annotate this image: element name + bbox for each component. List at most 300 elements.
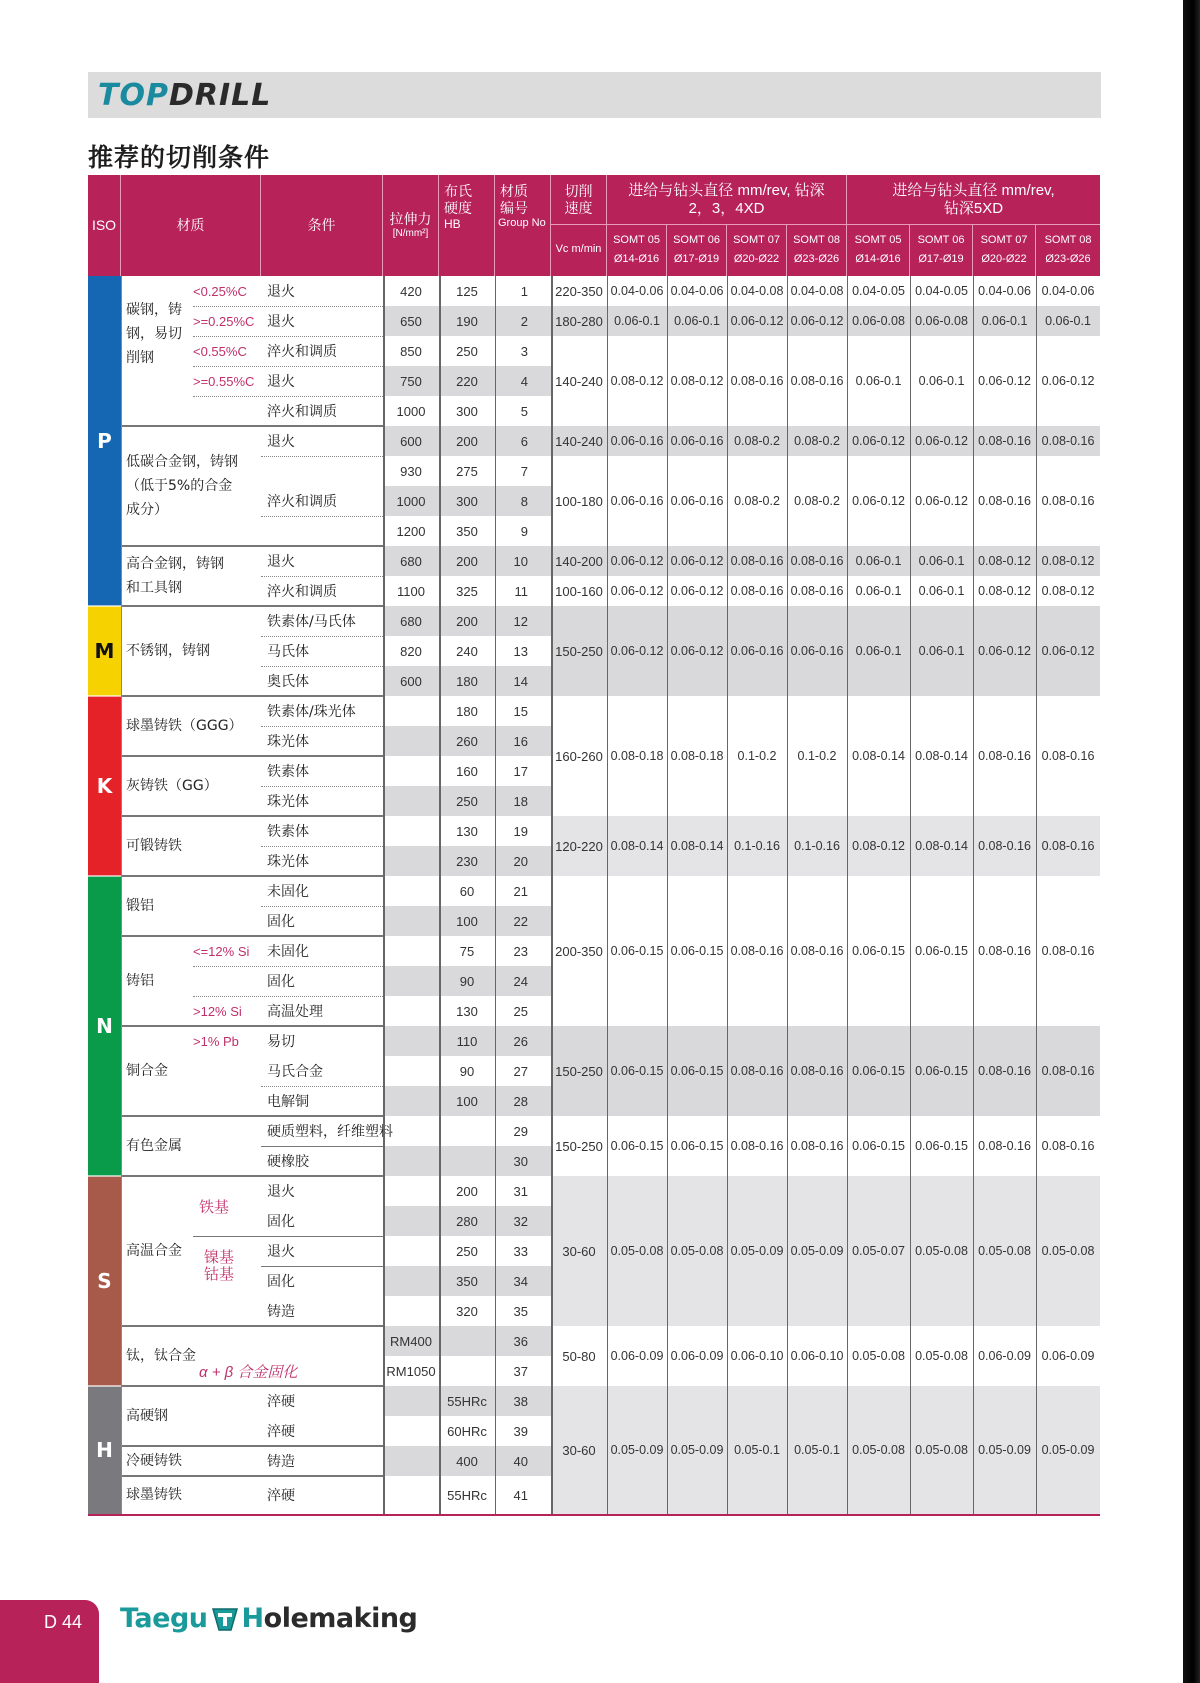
diameter-label: Ø17-Ø19 bbox=[918, 253, 964, 265]
tensile-cell: 1000 bbox=[396, 493, 426, 509]
header-speed-unit: Vc m/min bbox=[551, 224, 607, 276]
material-label: 有色金属 bbox=[126, 1138, 182, 1154]
cutting-speed-value: 150-250 bbox=[555, 1063, 603, 1079]
divider bbox=[193, 1236, 383, 1237]
column-divider bbox=[787, 276, 788, 1514]
tensile-cell bbox=[383, 1146, 439, 1176]
tensile-cell: 680 bbox=[400, 553, 422, 569]
feed-value: 0.06-0.15 bbox=[610, 1064, 664, 1078]
material-sub-label: >1% Pb bbox=[193, 1033, 239, 1049]
feed-value: 0.06-0.1 bbox=[614, 314, 660, 328]
feed-value: 0.08-0.16 bbox=[790, 374, 844, 388]
header-feed-col bbox=[973, 224, 1036, 276]
iso-divider bbox=[88, 1175, 121, 1177]
group-number-cell: 13 bbox=[513, 643, 528, 659]
tensile-cell bbox=[383, 1386, 439, 1416]
diameter-label: Ø20-Ø22 bbox=[733, 253, 780, 265]
tensile-cell: 600 bbox=[400, 433, 422, 449]
feed-value: 0.08-0.12 bbox=[852, 839, 905, 853]
material-label: 锻铝 bbox=[126, 898, 154, 914]
condition-cell: 珠光体 bbox=[267, 794, 309, 810]
dotted-divider bbox=[261, 576, 383, 577]
tensile-cell bbox=[383, 846, 439, 876]
feed-value: 0.08-0.12 bbox=[1041, 554, 1095, 568]
feed-value: 0.06-0.16 bbox=[790, 644, 844, 658]
feed-value: 0.08-0.16 bbox=[790, 1064, 844, 1078]
group-number-cell: 22 bbox=[513, 913, 528, 929]
cutting-speed-value: 150-250 bbox=[555, 1138, 603, 1154]
tensile-cell bbox=[383, 996, 439, 1026]
tensile-cell bbox=[383, 1176, 439, 1206]
feed-value: 0.04-0.08 bbox=[730, 284, 784, 298]
condition-cell: 珠光体 bbox=[267, 734, 309, 750]
condition-cell bbox=[261, 516, 383, 546]
feed-value: 0.08-0.16 bbox=[790, 944, 844, 958]
feed-value: 0.08-0.16 bbox=[730, 584, 784, 598]
feed-value: 0.08-0.16 bbox=[1041, 944, 1095, 958]
feed-value: 0.04-0.05 bbox=[915, 284, 968, 298]
group-number-cell: 4 bbox=[520, 373, 528, 389]
material-sub-label: α + β 合金固化 bbox=[199, 1363, 298, 1381]
material-label: 铸铝 bbox=[126, 973, 154, 989]
diameter-label: Ø14-Ø16 bbox=[855, 253, 901, 265]
condition-cell: 淬火和调质 bbox=[267, 584, 337, 600]
feed-value: 0.06-0.12 bbox=[610, 644, 664, 658]
group-number-cell: 5 bbox=[520, 403, 528, 419]
hardness-cell: 180 bbox=[456, 703, 478, 719]
tensile-cell: 1200 bbox=[396, 523, 426, 539]
tensile-cell: RM400 bbox=[390, 1333, 432, 1349]
dotted-divider bbox=[193, 966, 383, 967]
hardness-cell: 160 bbox=[456, 763, 478, 779]
group-number-cell: 39 bbox=[513, 1423, 528, 1439]
tensile-cell bbox=[383, 696, 439, 726]
feed-value: 0.04-0.06 bbox=[1041, 284, 1095, 298]
feed-value: 0.05-0.09 bbox=[730, 1244, 784, 1258]
cutting-speed-value: 120-220 bbox=[555, 838, 603, 854]
group-number-cell: 33 bbox=[513, 1243, 528, 1259]
header-feed-col bbox=[787, 224, 847, 276]
group-number-cell: 16 bbox=[513, 733, 528, 749]
hardness-cell: 100 bbox=[456, 913, 478, 929]
material-label: 高温合金 bbox=[126, 1243, 182, 1259]
group-number-cell: 28 bbox=[513, 1093, 528, 1109]
dotted-divider bbox=[261, 846, 383, 847]
hardness-cell bbox=[439, 1356, 495, 1386]
cutting-speed-value: 50-80 bbox=[562, 1348, 596, 1364]
feed-value: 0.06-0.12 bbox=[610, 554, 664, 568]
feed-value: 0.08-0.16 bbox=[790, 554, 844, 568]
feed-value: 0.08-0.16 bbox=[978, 1064, 1031, 1078]
brand-header-bar bbox=[88, 72, 1101, 118]
iso-group-k: K bbox=[88, 696, 121, 876]
feed-value: 0.06-0.15 bbox=[670, 1064, 724, 1078]
hardness-cell: 200 bbox=[456, 553, 478, 569]
header-speed: 切削速度 bbox=[551, 175, 607, 224]
column-divider bbox=[607, 276, 608, 1514]
condition-cell: 铁素体 bbox=[267, 824, 309, 840]
group-divider bbox=[121, 1385, 383, 1387]
cutting-speed-value: 100-160 bbox=[555, 583, 603, 599]
hardness-cell: 180 bbox=[456, 673, 478, 689]
material-label: 钛，钛合金 bbox=[126, 1348, 196, 1364]
material-sub-label: <0.25%C bbox=[193, 283, 247, 299]
sub-label-text: 镍基 bbox=[203, 1248, 234, 1266]
feed-value: 0.08-0.12 bbox=[670, 374, 724, 388]
group-divider bbox=[121, 1325, 383, 1327]
feed-value: 0.08-0.16 bbox=[978, 434, 1031, 448]
group-number-cell: 12 bbox=[513, 613, 528, 629]
tensile-cell bbox=[383, 1116, 439, 1146]
feed-value: 0.06-0.1 bbox=[855, 554, 902, 568]
material-sub-label: >12% Si bbox=[193, 1003, 242, 1019]
feed-value: 0.06-0.1 bbox=[918, 554, 965, 568]
material-label: 低碳合金钢，铸钢（低于5%的合金成分） bbox=[126, 454, 238, 518]
tensile-cell: 1000 bbox=[396, 403, 426, 419]
group-divider bbox=[121, 605, 383, 607]
insert-label: SOMT 07 bbox=[733, 234, 780, 247]
feed-value: 0.05-0.09 bbox=[610, 1443, 664, 1457]
tensile-cell bbox=[383, 1296, 439, 1326]
feed-value: 0.08-0.16 bbox=[730, 554, 784, 568]
tensile-cell bbox=[383, 966, 439, 996]
hardness-cell bbox=[439, 1326, 495, 1356]
hardness-cell bbox=[439, 1146, 495, 1176]
feed-value: 0.08-0.2 bbox=[734, 434, 780, 448]
group-number-cell: 14 bbox=[513, 673, 528, 689]
condition-cell: 淬硬 bbox=[267, 1394, 295, 1410]
tensile-cell bbox=[383, 1416, 439, 1446]
column-divider bbox=[383, 276, 385, 1514]
condition-cell: 马氏合金 bbox=[267, 1064, 323, 1080]
dotted-divider bbox=[261, 456, 383, 457]
feed-value: 0.06-0.09 bbox=[670, 1349, 724, 1363]
hardness-cell: 350 bbox=[456, 1273, 478, 1289]
header-group-label: 材质编号 bbox=[500, 183, 528, 216]
tensile-cell: 750 bbox=[400, 373, 422, 389]
feed-value: 0.06-0.09 bbox=[978, 1349, 1031, 1363]
feed-value: 0.08-0.16 bbox=[730, 374, 784, 388]
feed-value: 0.06-0.15 bbox=[915, 944, 968, 958]
dotted-divider bbox=[193, 306, 383, 307]
table-header bbox=[88, 175, 1100, 276]
iso-group-p: P bbox=[88, 276, 121, 606]
group-number-cell: 7 bbox=[520, 463, 528, 479]
group-divider bbox=[121, 545, 383, 547]
divider bbox=[261, 1266, 383, 1267]
insert-label: SOMT 05 bbox=[613, 234, 660, 247]
feed-value: 0.08-0.16 bbox=[1041, 1064, 1095, 1078]
taegu-holemaking-logo bbox=[120, 1603, 417, 1634]
hardness-cell: 110 bbox=[456, 1033, 478, 1049]
header-tensile-unit: [N/mm²] bbox=[392, 227, 429, 239]
tensile-cell: 930 bbox=[400, 463, 422, 479]
insert-label: SOMT 08 bbox=[793, 234, 840, 247]
feed-value: 0.08-0.14 bbox=[610, 839, 664, 853]
condition-cell: 退火 bbox=[267, 314, 295, 330]
feed-value: 0.06-0.15 bbox=[852, 1064, 905, 1078]
tensile-cell bbox=[383, 1446, 439, 1476]
feed-value: 0.06-0.09 bbox=[1041, 1349, 1095, 1363]
condition-cell: 硬质塑料，纤维塑料 bbox=[267, 1124, 393, 1140]
tensile-cell bbox=[383, 1026, 439, 1056]
feed-value: 0.08-0.16 bbox=[730, 944, 784, 958]
dotted-divider bbox=[193, 996, 383, 997]
hardness-cell: 200 bbox=[456, 433, 478, 449]
hardness-cell: 250 bbox=[456, 343, 478, 359]
group-number-cell: 37 bbox=[513, 1363, 528, 1379]
tensile-cell: RM1050 bbox=[386, 1363, 436, 1379]
tensile-cell bbox=[383, 1476, 439, 1514]
feed-value: 0.08-0.2 bbox=[794, 494, 840, 508]
feed-value: 0.06-0.12 bbox=[1041, 644, 1095, 658]
material-label: 可锻铸铁 bbox=[126, 838, 182, 854]
feed-value: 0.06-0.08 bbox=[852, 314, 905, 328]
insert-label: SOMT 07 bbox=[980, 234, 1028, 247]
header-group bbox=[495, 175, 551, 276]
dotted-divider bbox=[261, 786, 383, 787]
feed-value: 0.08-0.16 bbox=[978, 494, 1031, 508]
hardness-cell: 125 bbox=[456, 283, 478, 299]
group-number-cell: 20 bbox=[513, 853, 528, 869]
condition-cell: 珠光体 bbox=[267, 854, 309, 870]
feed-value: 0.06-0.12 bbox=[915, 434, 968, 448]
group-number-cell: 3 bbox=[520, 343, 528, 359]
material-label: 球墨铸铁 bbox=[126, 1487, 182, 1503]
condition-cell: 易切 bbox=[267, 1034, 295, 1050]
group-number-cell: 40 bbox=[513, 1453, 528, 1469]
feed-value: 0.08-0.12 bbox=[1041, 584, 1095, 598]
hardness-cell: 240 bbox=[456, 643, 478, 659]
feed-value: 0.08-0.12 bbox=[978, 554, 1031, 568]
feed-value: 0.06-0.12 bbox=[978, 374, 1031, 388]
diameter-label: Ø14-Ø16 bbox=[613, 253, 660, 265]
condition-cell: 铁素体 bbox=[267, 764, 309, 780]
hardness-cell: 100 bbox=[456, 1093, 478, 1109]
condition-cell: 退火 bbox=[267, 284, 295, 300]
header-feed-col bbox=[727, 224, 787, 276]
condition-cell: 奥氏体 bbox=[267, 674, 309, 690]
feed-value: 0.05-0.08 bbox=[670, 1244, 724, 1258]
feed-value: 0.06-0.12 bbox=[915, 494, 968, 508]
feed-value: 0.08-0.16 bbox=[1041, 434, 1095, 448]
feed-value: 0.06-0.12 bbox=[670, 644, 724, 658]
column-divider bbox=[1036, 276, 1037, 1514]
feed-value: 0.08-0.16 bbox=[978, 839, 1031, 853]
tensile-cell: 680 bbox=[400, 613, 422, 629]
feed-value: 0.08-0.16 bbox=[730, 1064, 784, 1078]
group-number-cell: 25 bbox=[513, 1003, 528, 1019]
group-number-cell: 11 bbox=[514, 583, 528, 599]
hardness-cell: 250 bbox=[456, 1243, 478, 1259]
hardness-cell: 325 bbox=[456, 583, 478, 599]
hardness-cell: 220 bbox=[456, 373, 478, 389]
dotted-divider bbox=[193, 336, 383, 337]
header-material: 材质 bbox=[121, 175, 261, 276]
group-divider bbox=[121, 1475, 383, 1477]
feed-value: 0.08-0.2 bbox=[794, 434, 840, 448]
feed-value: 0.05-0.09 bbox=[1041, 1443, 1095, 1457]
group-number-cell: 38 bbox=[513, 1393, 528, 1409]
feed-value: 0.06-0.12 bbox=[670, 554, 724, 568]
group-number-cell: 15 bbox=[513, 703, 528, 719]
feed-value: 0.06-0.1 bbox=[918, 374, 965, 388]
header-feed-group-2: 进给与钻头直径 mm/rev, 钻深5XD bbox=[892, 181, 1055, 217]
feed-value: 0.06-0.10 bbox=[730, 1349, 784, 1363]
hardness-cell: 75 bbox=[459, 943, 475, 959]
iso-group-m: M bbox=[88, 606, 121, 696]
feed-value: 0.08-0.14 bbox=[670, 839, 724, 853]
group-number-cell: 41 bbox=[513, 1487, 528, 1503]
feed-value: 0.08-0.18 bbox=[610, 749, 664, 763]
tensile-cell bbox=[383, 906, 439, 936]
feed-value: 0.08-0.16 bbox=[1041, 749, 1095, 763]
condition-cell: 铁素体/马氏体 bbox=[267, 614, 356, 630]
condition-cell: 高温处理 bbox=[267, 1004, 323, 1020]
group-divider bbox=[121, 1025, 383, 1027]
feed-value: 0.06-0.1 bbox=[981, 314, 1028, 328]
logo-drill-text: DRILL bbox=[168, 78, 272, 113]
tensile-cell: 600 bbox=[400, 673, 422, 689]
hardness-cell: 250 bbox=[456, 793, 478, 809]
material-label: 球墨铸铁（GGG） bbox=[126, 718, 243, 734]
group-number-cell: 30 bbox=[513, 1153, 528, 1169]
group-number-cell: 19 bbox=[513, 823, 528, 839]
header-iso: ISO bbox=[88, 175, 121, 276]
material-label: 高合金钢，铸钢和工具钢 bbox=[126, 556, 224, 596]
material-sub-label bbox=[199, 1236, 239, 1296]
group-number-cell: 18 bbox=[513, 793, 528, 809]
group-number-cell: 8 bbox=[520, 493, 528, 509]
feed-value: 0.08-0.16 bbox=[790, 1139, 844, 1153]
feed-value: 0.04-0.08 bbox=[790, 284, 844, 298]
feed-value: 0.05-0.08 bbox=[978, 1244, 1031, 1258]
feed-value: 0.05-0.08 bbox=[852, 1349, 905, 1363]
tensile-cell: 650 bbox=[400, 313, 422, 329]
feed-value: 0.04-0.05 bbox=[852, 284, 905, 298]
topdrill-logo bbox=[98, 78, 271, 113]
hardness-cell: 320 bbox=[456, 1303, 478, 1319]
condition-cell: 淬火和调质 bbox=[267, 344, 337, 360]
iso-group-n: N bbox=[88, 876, 121, 1176]
condition-cell: 未固化 bbox=[267, 884, 309, 900]
hardness-cell: 90 bbox=[459, 1063, 475, 1079]
condition-cell bbox=[261, 456, 383, 486]
insert-label: SOMT 05 bbox=[854, 234, 902, 247]
feed-value: 0.06-0.16 bbox=[670, 434, 724, 448]
hardness-cell: 90 bbox=[459, 973, 475, 989]
condition-cell: 铸造 bbox=[267, 1304, 295, 1320]
header-condition: 条件 bbox=[261, 175, 383, 276]
feed-value: 0.05-0.1 bbox=[794, 1443, 840, 1457]
group-divider bbox=[121, 935, 383, 937]
iso-divider bbox=[88, 605, 121, 607]
condition-cell: 退火 bbox=[267, 1244, 295, 1260]
feed-value: 0.08-0.18 bbox=[670, 749, 724, 763]
tensile-cell bbox=[383, 1206, 439, 1236]
cutting-speed-value: 140-240 bbox=[555, 433, 603, 449]
feed-value: 0.05-0.08 bbox=[610, 1244, 664, 1258]
sub-label-text: 钴基 bbox=[203, 1266, 234, 1283]
header-hardness-label: 布氏硬度 bbox=[444, 183, 472, 216]
feed-value: 0.06-0.09 bbox=[610, 1349, 664, 1363]
group-number-cell: 35 bbox=[513, 1303, 528, 1319]
dotted-divider bbox=[261, 666, 383, 667]
feed-value: 0.06-0.15 bbox=[670, 944, 724, 958]
tensile-cell bbox=[383, 726, 439, 756]
iso-divider bbox=[88, 695, 121, 697]
column-divider bbox=[847, 276, 848, 1514]
brand-holemaking: olemaking bbox=[263, 1603, 418, 1634]
group-number-cell: 17 bbox=[513, 763, 528, 779]
condition-cell: 固化 bbox=[267, 974, 295, 990]
feed-value: 0.04-0.06 bbox=[670, 284, 724, 298]
group-number-cell: 6 bbox=[520, 433, 528, 449]
feed-value: 0.06-0.15 bbox=[915, 1064, 968, 1078]
header-hardness bbox=[439, 175, 495, 276]
hardness-cell: 55HRc bbox=[447, 1393, 487, 1409]
material-sub-label: <0.55%C bbox=[193, 343, 247, 359]
diameter-label: Ø20-Ø22 bbox=[981, 253, 1027, 265]
column-divider bbox=[495, 276, 496, 1514]
feed-value: 0.06-0.15 bbox=[915, 1139, 968, 1153]
feed-value: 0.06-0.12 bbox=[730, 314, 784, 328]
material-label: 不锈钢，铸钢 bbox=[126, 643, 210, 659]
material-label: 灰铸铁（GG） bbox=[126, 778, 218, 794]
page-number: D 44 bbox=[44, 1612, 83, 1632]
feed-value: 0.06-0.12 bbox=[790, 314, 844, 328]
dotted-divider bbox=[193, 396, 383, 397]
column-divider bbox=[121, 276, 122, 1514]
dotted-divider bbox=[261, 636, 383, 637]
group-divider bbox=[121, 815, 383, 817]
feed-value: 0.06-0.12 bbox=[852, 434, 905, 448]
column-divider bbox=[727, 276, 728, 1514]
feed-value: 0.06-0.1 bbox=[1045, 314, 1091, 328]
dotted-divider bbox=[193, 366, 383, 367]
condition-cell: 固化 bbox=[267, 1274, 295, 1290]
logo-top-text: TOP bbox=[98, 78, 169, 113]
feed-value: 0.06-0.1 bbox=[855, 644, 902, 658]
condition-cell: 退火 bbox=[267, 434, 295, 450]
feed-value: 0.06-0.1 bbox=[918, 644, 965, 658]
tensile-cell bbox=[383, 1086, 439, 1116]
feed-value: 0.05-0.09 bbox=[978, 1443, 1031, 1457]
feed-value: 0.06-0.12 bbox=[852, 494, 905, 508]
group-number-cell: 2 bbox=[520, 313, 528, 329]
feed-value: 0.06-0.10 bbox=[790, 1349, 844, 1363]
group-number-cell: 21 bbox=[513, 883, 528, 899]
feed-value: 0.06-0.12 bbox=[978, 644, 1031, 658]
tensile-cell: 820 bbox=[400, 643, 422, 659]
brand-taegu: Taegu bbox=[120, 1603, 208, 1634]
feed-value: 0.06-0.15 bbox=[610, 944, 664, 958]
hardness-cell: 200 bbox=[456, 613, 478, 629]
iso-divider bbox=[88, 875, 121, 877]
hardness-cell: 230 bbox=[456, 853, 478, 869]
feed-value: 0.05-0.09 bbox=[670, 1443, 724, 1457]
hardness-cell bbox=[439, 1116, 495, 1146]
page-title: 推荐的切削条件 bbox=[88, 143, 271, 172]
tensile-cell bbox=[383, 1236, 439, 1266]
feed-value: 0.06-0.16 bbox=[670, 494, 724, 508]
group-number-cell: 36 bbox=[513, 1333, 528, 1349]
group-number-cell: 9 bbox=[520, 523, 528, 539]
hardness-cell: 350 bbox=[456, 523, 478, 539]
feed-value: 0.04-0.06 bbox=[610, 284, 664, 298]
condition-cell bbox=[261, 1326, 383, 1356]
group-number-cell: 27 bbox=[513, 1063, 528, 1079]
